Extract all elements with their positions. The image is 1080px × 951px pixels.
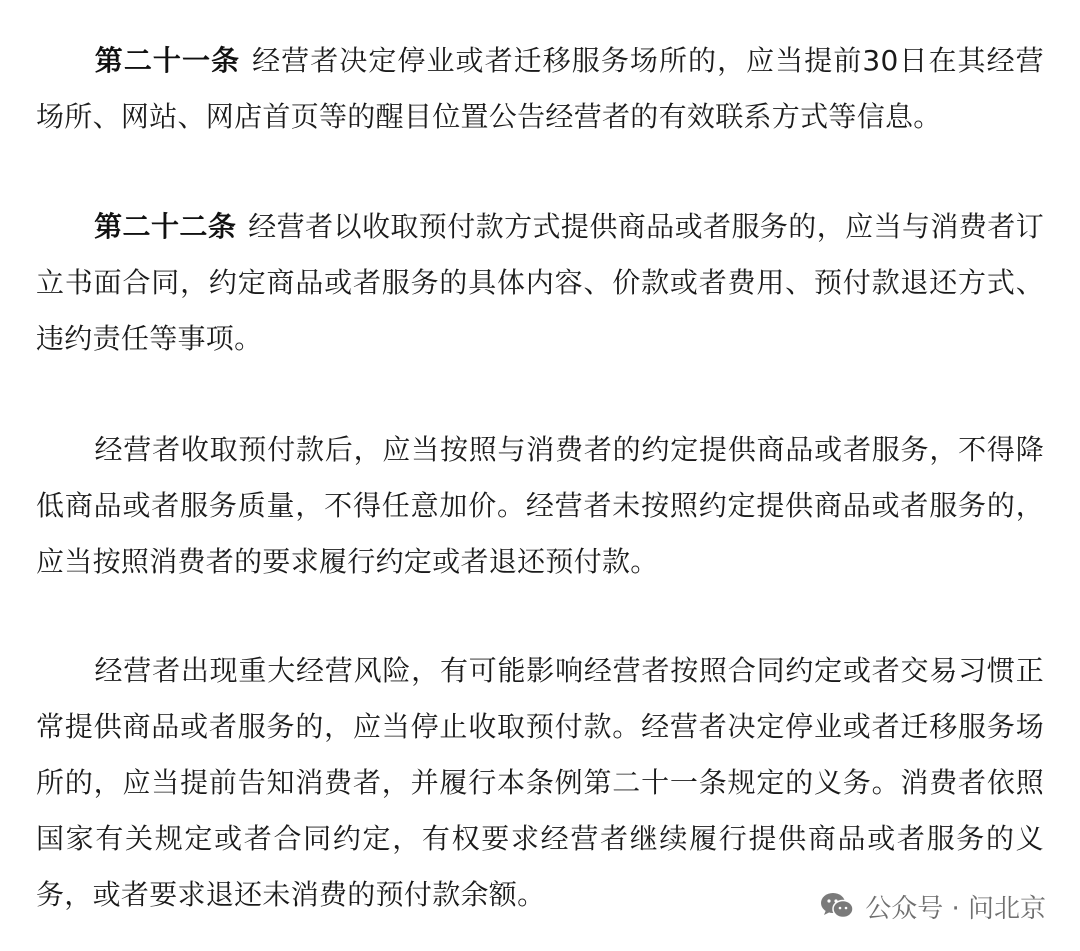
paragraph-text: 经营者出现重大经营风险，有可能影响经营者按照合同约定或者交易习惯正常提供商品或者服务的，应当停止收取预付款。经营者决定停业或者迁移服务场所的，应当提前告知消费者，并履行本条例第二十一条规定的义务。消费者依照国家有关规定或者合同约定，有权要求经营者继续履行提供商品或者服务的义务，或者要求退还未消费的预付款余额。 (36, 654, 1044, 911)
article-21-title: 第二十一条 (94, 44, 241, 77)
article-21 (36, 33, 1044, 145)
wechat-icon (819, 890, 855, 922)
article-22-title: 第二十二条 (94, 210, 237, 243)
watermark (819, 884, 1046, 928)
paragraph-text: 经营者收取预付款后，应当按照与消费者的约定提供商品或者服务，不得降低商品或者服务质量，不得任意加价。经营者未按照约定提供商品或者服务的，应当按照消费者的要求履行约定或者退还预付款。 (36, 433, 1044, 578)
article-22-text: 经营者以收取预付款方式提供商品或者服务的，应当与消费者订立书面合同，约定商品或者服务的具体内容、价款或者费用、预付款退还方式、违约责任等事项。 (36, 210, 1044, 355)
article-21-text: 经营者决定停业或者迁移服务场所的，应当提前30日在其经营场所、网站、网店首页等的醒目位置公告经营者的有效联系方式等信息。 (36, 44, 1044, 133)
watermark-text: 公众号 · 问北京 (865, 893, 1046, 924)
article-22-paragraph-2 (36, 422, 1044, 590)
article-22 (36, 199, 1044, 367)
article-22-paragraph-3 (36, 643, 1044, 923)
